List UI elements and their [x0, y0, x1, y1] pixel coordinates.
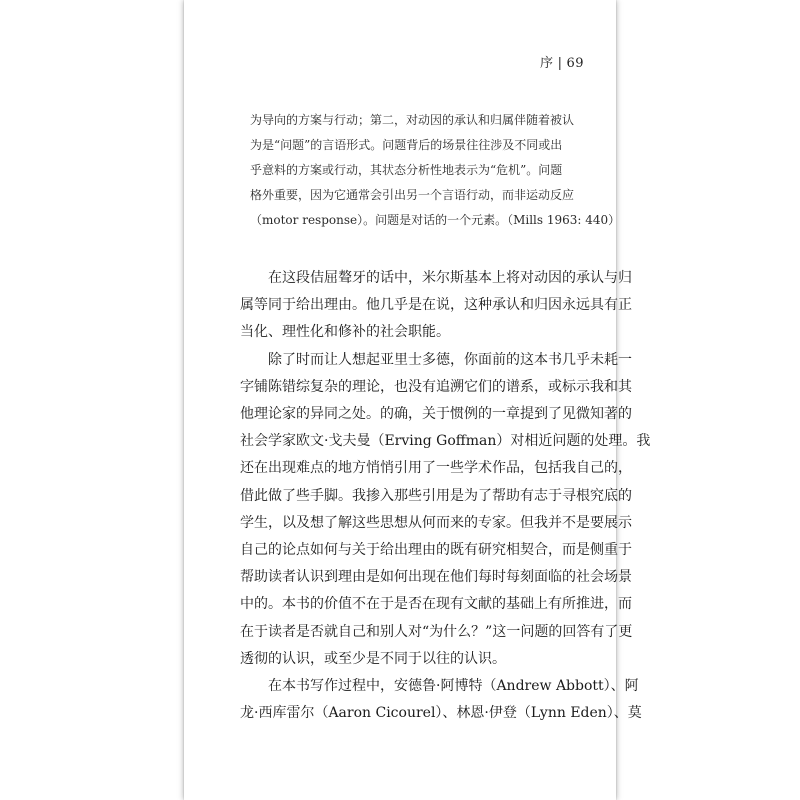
body-line: 在这段佶屈聱牙的话中，米尔斯基本上将对动因的承认与归	[240, 270, 632, 286]
quote-line: 格外重要，因为它通常会引出另一个言语行动，而非运动反应	[250, 188, 575, 202]
body-line: 除了时而让人想起亚里士多德，你面前的这本书几乎未耗一	[240, 351, 632, 368]
book-page	[184, 0, 651, 800]
body-line: 他理论家的异同之处。的确，关于惯例的一章提到了见微知著的	[240, 406, 632, 423]
body-line: 中的。本书的价值不在于是否在现有文献的基础上有所推进，而	[240, 596, 632, 613]
quote-line: 为是“问题”的言语形式。问题背后的场景往往涉及不同或出	[250, 138, 563, 152]
body-line: 属等同于给出理由。他几乎是在说，这种承认和归因永远具有正	[240, 297, 632, 314]
quote-line: 乎意料的方案或行动，其状态分析性地表示为“危机”。问题	[250, 163, 563, 177]
body-line: 借此做了些手脚。我掺入那些引用是为了帮助有志于寻根究底的	[240, 487, 632, 504]
body-line: 还在出现难点的地方悄悄引用了一些学术作品，包括我自己的，	[240, 460, 632, 477]
body-line: 学生，以及想了解这些思想从何而来的专家。但我并不是要展示	[240, 514, 632, 531]
body-line: 自己的论点如何与关于给出理由的既有研究相契合，而是侧重于	[240, 542, 632, 559]
body-line: 当化、理性化和修补的社会职能。	[240, 324, 450, 341]
body-line: 在本书写作过程中，安德鲁·阿博特（Andrew Abbott）、阿	[240, 678, 639, 695]
quote-line: （motor response）。问题是对话的一个元素。（Mills 1963: 440）	[250, 213, 621, 227]
body-line: 透彻的认识，或至少是不同于以往的认识。	[240, 650, 506, 667]
running-header	[540, 52, 584, 71]
body-line: 帮助读者认识到理由是如何出现在他们每时每刻面临的社会场景	[240, 569, 632, 586]
body-line: 龙·西库雷尔（Aaron Cicourel）、林恩·伊登（Lynn Eden）、莫	[240, 705, 642, 722]
body-text	[240, 265, 651, 727]
body-line: 在于读者是否就自己和别人对“为什么？”这一问题的回答有了更	[240, 623, 633, 640]
block-quote	[250, 108, 621, 233]
quote-line: 为导向的方案与行动；第二，对动因的承认和归属伴随着被认	[250, 113, 575, 127]
page-number: 69	[566, 56, 584, 71]
section-title: 序	[540, 56, 554, 71]
header-separator: |	[557, 56, 563, 71]
body-line: 字铺陈错综复杂的理论，也没有追溯它们的谱系，或标示我和其	[240, 378, 632, 395]
body-line: 社会学家欧文·戈夫曼（Erving Goffman）对相近问题的处理。我	[240, 433, 651, 450]
